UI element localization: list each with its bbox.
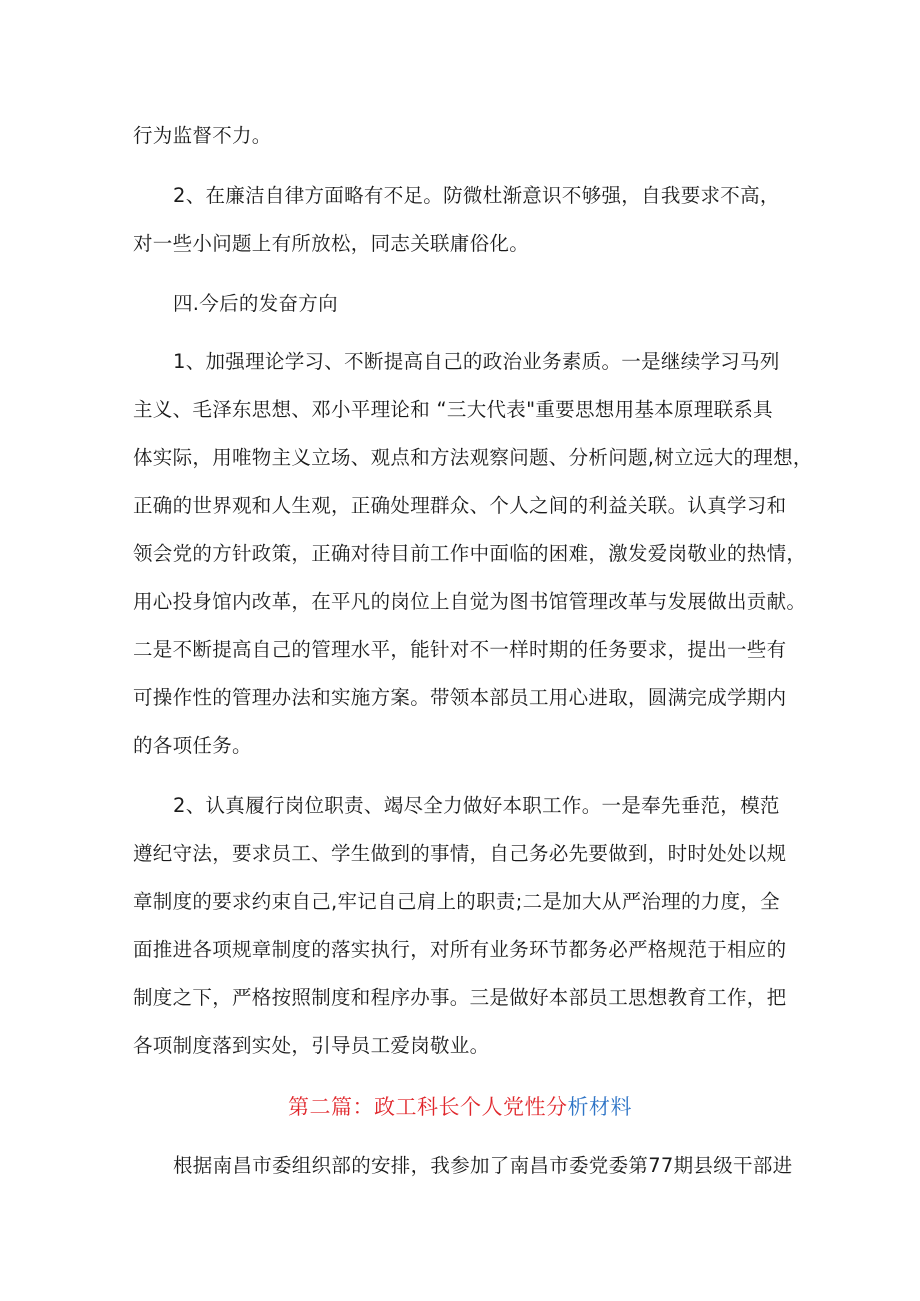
paragraph-line: 可操作性的管理办法和实施方案。带领本部员工用心进取，圆满完成学期内 [133, 686, 787, 709]
chapter-heading-blue: 析材料 [567, 1095, 632, 1119]
paragraph-line: 对一些小问题上有所放松，同志关联庸俗化。 [133, 232, 530, 255]
paragraph-line: 面推进各项规章制度的落实执行，对所有业务环节都务必严格规范于相应的 [133, 938, 787, 961]
paragraph-line: 正确的世界观和人生观，正确处理群众、个人之间的利益关联。认真学习和 [133, 494, 787, 517]
paragraph-line: 体实际，用唯物主义立场、观点和方法观察问题、分析问题,树立远大的理想， [133, 446, 813, 469]
paragraph-line: 根据南昌市委组织部的安排，我参加了南昌市委党委第77期县级干部进 [173, 1154, 793, 1177]
paragraph-line: 各项制度落到实处，引导员工爱岗敬业。 [133, 1034, 490, 1057]
paragraph-line: 1、加强理论学习、不断提高自己的政治业务素质。一是继续学习马列 [173, 350, 780, 373]
chapter-heading-red: 第二篇：政工科长个人党性分 [288, 1095, 568, 1119]
paragraph-line: 领会党的方针政策，正确对待目前工作中面临的困难，激发爱岗敬业的热情， [133, 542, 807, 565]
section-heading: 四.今后的发奋方向 [173, 292, 338, 315]
paragraph-line: 主义、毛泽东思想、邓小平理论和 “三大代表"重要思想用基本原理联系具 [133, 398, 773, 421]
paragraph-line: 的各项任务。 [133, 734, 252, 757]
paragraph-line: 章制度的要求约束自己,牢记自己肩上的职责;二是加大从严治理的力度，全 [133, 890, 780, 913]
paragraph-line: 二是不断提高自己的管理水平，能针对不一样时期的任务要求，提出一些有 [133, 638, 787, 661]
paragraph-line: 用心投身馆内改革，在平凡的岗位上自觉为图书馆管理改革与发展做出贡献。 [133, 590, 807, 613]
chapter-heading [0, 1094, 920, 1120]
paragraph-line: 2、认真履行岗位职责、竭尽全力做好本职工作。一是奉先垂范，模范 [173, 794, 780, 817]
paragraph-line: 2、在廉洁自律方面略有不足。防微杜渐意识不够强，自我要求不高， [173, 184, 780, 207]
paragraph-line: 制度之下，严格按照制度和程序办事。三是做好本部员工思想教育工作，把 [133, 986, 787, 1009]
paragraph-line: 遵纪守法，要求员工、学生做到的事情，自己务必先要做到，时时处处以规 [133, 842, 787, 865]
paragraph-line: 行为监督不力。 [133, 124, 272, 147]
